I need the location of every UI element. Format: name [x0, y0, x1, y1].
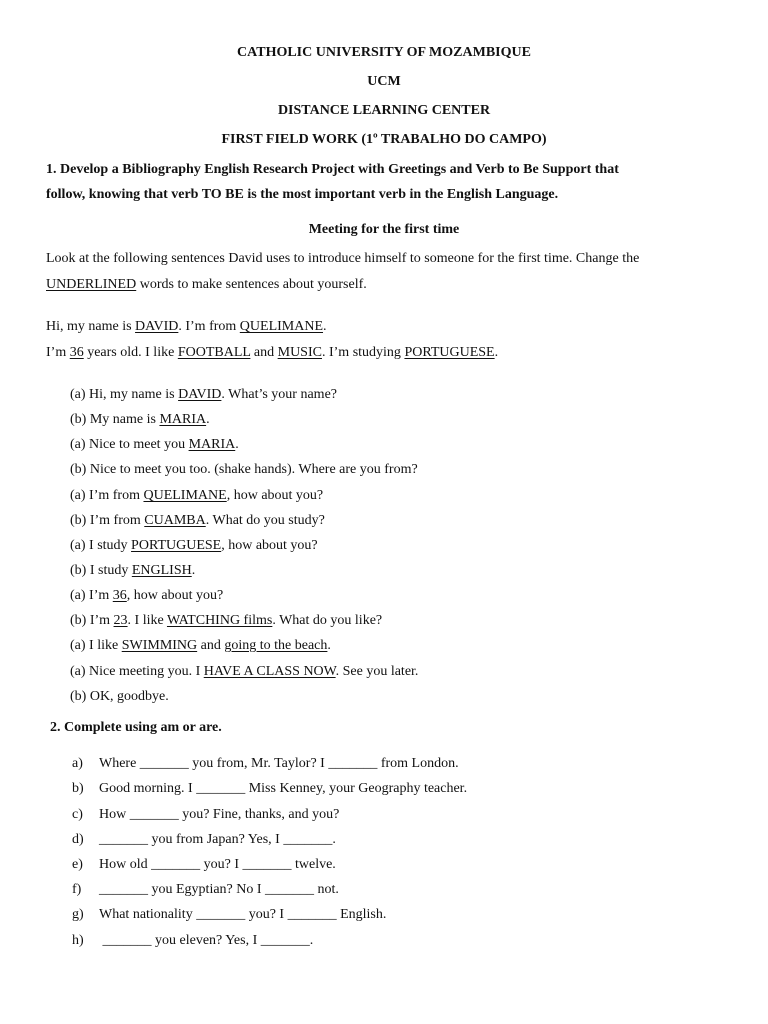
dialogue-line: (b) I study ENGLISH.	[70, 563, 196, 578]
dialogue-line: (a) Nice meeting you. I HAVE A CLASS NOW. See you later.	[70, 664, 419, 679]
section1-subtitle: Meeting for the first time	[308, 222, 460, 237]
dialogue-line: (b) Nice to meet you too. (shake hands). Where are you from?	[70, 462, 418, 477]
dialogue-line: (a) I’m 36, how about you?	[70, 588, 224, 603]
work-title: FIRST FIELD WORK (1º TRABALHO DO CAMPO)	[221, 132, 547, 147]
exercise-item: h) _______ you eleven? Yes, I _______.	[72, 933, 314, 948]
underlined-word: UNDERLINED	[46, 277, 137, 292]
dialogue-line: (a) I’m from QUELIMANE, how about you?	[70, 488, 324, 503]
section1-title-line1: 1. Develop a Bibliography English Research Project with Greetings and Verb to Be Support that	[46, 162, 619, 177]
dialogue-line: (a) Nice to meet you MARIA.	[70, 437, 239, 452]
exercise-item: c) How _______ you? Fine, thanks, and you?	[72, 807, 340, 822]
university-title: CATHOLIC UNIVERSITY OF MOZAMBIQUE	[237, 45, 531, 60]
exercise-item: f) _______ you Egyptian? No I _______ not.	[72, 882, 339, 897]
dialogue-line: (b) I’m 23. I like WATCHING films. What do you like?	[70, 613, 383, 628]
intro-line2: I’m 36 years old. I like FOOTBALL and MUSIC. I’m studying PORTUGUESE.	[46, 345, 499, 360]
center-title: DISTANCE LEARNING CENTER	[277, 103, 491, 118]
dialogue-line: (b) OK, goodbye.	[70, 689, 169, 704]
dialogue-line: (b) I’m from CUAMBA. What do you study?	[70, 513, 325, 528]
dialogue-line: (b) My name is MARIA.	[70, 412, 210, 427]
dialogue-line: (a) Hi, my name is DAVID. What’s your name?	[70, 387, 338, 402]
exercise-item: d) _______ you from Japan? Yes, I _______.	[72, 832, 336, 847]
exercise-item: g) What nationality _______ you? I _______ English.	[72, 907, 387, 922]
dialogue-line: (a) I study PORTUGUESE, how about you?	[70, 538, 318, 553]
university-abbr: UCM	[367, 74, 401, 89]
exercise-item: a) Where _______ you from, Mr. Taylor? I _______ from London.	[72, 756, 459, 771]
section2-title: 2. Complete using am or are.	[50, 720, 222, 735]
intro-line1: Hi, my name is DAVID. I’m from QUELIMANE.	[46, 319, 327, 334]
exercise-item: e) How old _______ you? I _______ twelve.	[72, 857, 336, 872]
instructions-line1: Look at the following sentences David uses to introduce himself to someone for the first time. Change the	[46, 251, 640, 266]
dialogue-line: (a) I like SWIMMING and going to the beach.	[70, 638, 331, 653]
instructions-line2: UNDERLINED words to make sentences about yourself.	[46, 277, 367, 292]
section1-title-line2: follow, knowing that verb TO BE is the most important verb in the English Language.	[46, 187, 559, 202]
exercise-item: b) Good morning. I _______ Miss Kenney, your Geography teacher.	[72, 781, 468, 796]
